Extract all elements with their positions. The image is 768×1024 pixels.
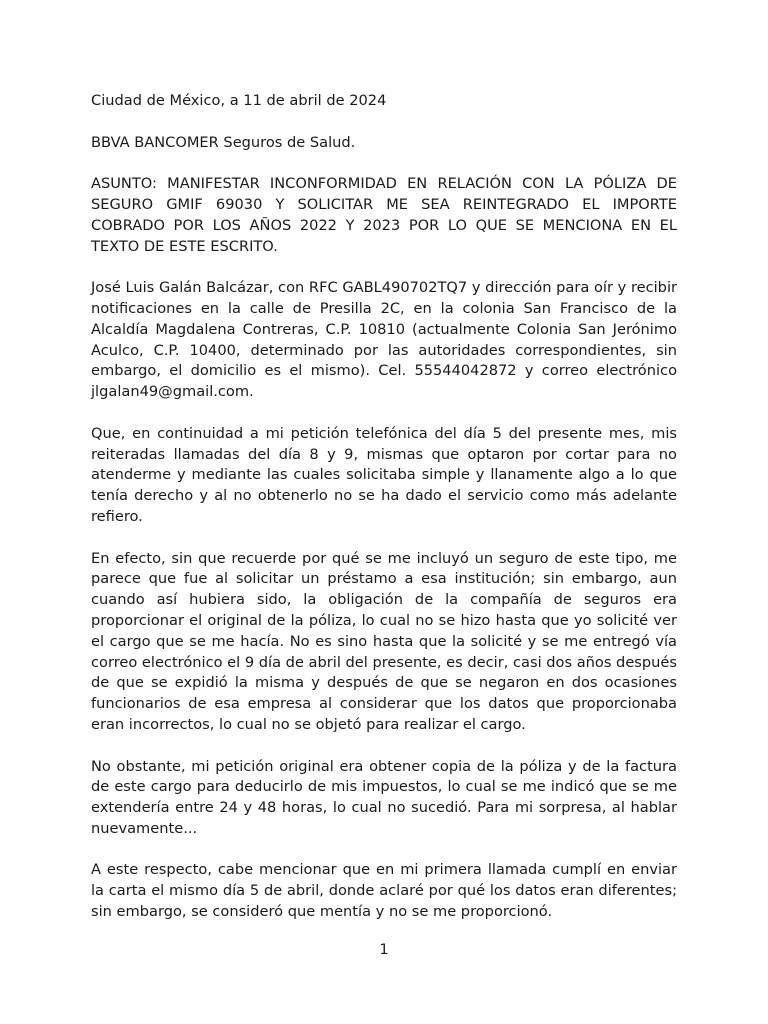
recipient-line: BBVA BANCOMER Seguros de Salud. [91,133,356,151]
body-paragraph-2: En efecto, sin que recuerde por qué se me incluyó un seguro de este tipo, me parece que fue al solicitar un préstamo a esa institución; sin embargo, aun cuando así hubiera sido, la obligación de la compañía de seguros era proporcionar el original de la póliza, lo cual no se hizo hasta que yo solicité ver el cargo que se me hacía. No es sino hasta que la solicité y se me entregó vía correo electrónico el 9 día de abril del presente, es decir, casi dos años después de que se expidió la misma y después de que se negaron en dos ocasiones funcionarios de esa empresa al considerar que los datos que proporcionaba eran incorrectos, lo cual no se objetó para realizar el cargo. [91,549,678,733]
body-paragraph-4: A este respecto, cabe mencionar que en mi primera llamada cumplí en enviar la carta el mismo día 5 de abril, donde aclaré por qué los datos eran diferentes; sin embargo, se consideró que mentía y no se me proporcionó. [91,861,677,921]
sender-paragraph: José Luis Galán Balcázar, con RFC GABL490702TQ7 y dirección para oír y recibir notificaciones en la calle de Presilla 2C, en la colonia San Francisco de la Alcaldía Magdalena Contreras, C.P. 10810 (actualmente Colonia San Jerónimo Aculco, C.P. 10400, determinado por las autoridades correspondientes, sin embargo, el domicilio es el mismo). Cel. 55544042872 y correo electrónico jlgalan49@gmail.com. [91,279,677,401]
body-paragraph-1: Que, en continuidad a mi petición telefónica del día 5 del presente mes, mis reiteradas llamadas del día 8 y 9, mismas que optaron por cortar para no atenderme y mediante las cuales solicitaba simple y llanamente algo a lo que tenía derecho y al no obtenerlo no se ha dado el servicio como más adelante refiero. [91,424,677,525]
letter-body [91,91,677,923]
date-line: Ciudad de México, a 11 de abril de 2024 [91,92,387,109]
body-paragraph-3: No obstante, mi petición original era obtener copia de la póliza y de la factura de este cargo para deducirlo de mis impuestos, lo cual se me indicó que se me extendería entre 24 y 48 horas, lo cual no sucedió. Para mi sorpresa, al hablar nuevamente... [91,757,677,837]
page-number: 1 [379,941,389,958]
subject-paragraph: ASUNTO: MANIFESTAR INCONFORMIDAD EN RELACIÓN CON LA PÓLIZA DE SEGURO GMIF 69030 Y SOLICITAR ME SEA REINTEGRADO EL IMPORTE COBRADO POR LOS AÑOS 2022 Y 2023 POR LO QUE SE MENCIONA EN EL TEXTO DE ESTE ESCRITO. [91,175,677,255]
